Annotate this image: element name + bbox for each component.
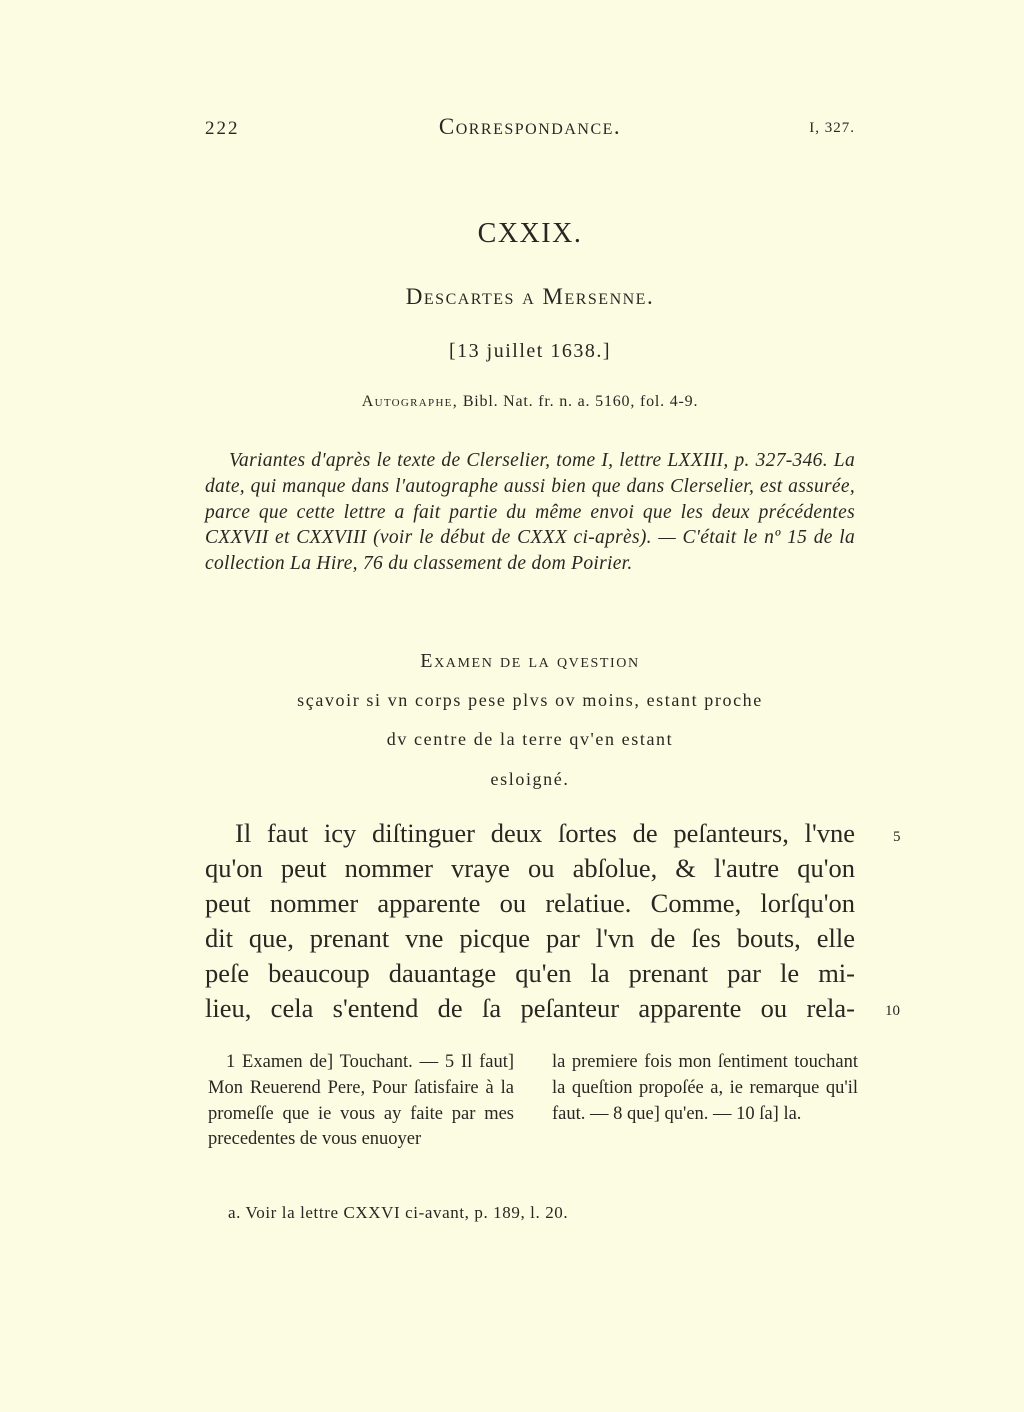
running-head bbox=[205, 114, 855, 144]
main-text-line: peſe beaucoup dauantage qu'en la prenant par le mi- bbox=[205, 958, 855, 988]
main-text-line: peut nommer apparente ou relatiue. Comme, lorſqu'on bbox=[205, 888, 855, 918]
section-heading-line-2: sçavoir si vn corps pese plvs ov moins, estant proche bbox=[297, 690, 763, 710]
main-text bbox=[205, 816, 855, 1026]
main-text-line: dit que, prenant vne picque par l'vn de ſes bouts, elle bbox=[205, 923, 855, 953]
variant-notes bbox=[208, 1050, 858, 1180]
page-number: 222 bbox=[205, 118, 240, 139]
section-heading-line-1: Examen de la qvestion bbox=[420, 650, 640, 672]
section-heading-line-4: esloigné. bbox=[490, 769, 570, 789]
section-heading-line-3: dv centre de la terre qv'en estant bbox=[386, 729, 674, 749]
editorial-introduction: Variantes d'après le texte de Clerselier, tome I, lettre LXXIII, p. 327-346. La date, qui manque dans l'autographe aussi bien que dans Clerselier, est assurée, parce que cette lettre a fait partie du même envoi que les deux précédentes CXXVII et CXXVIII (voir le début de CXXX ci-après). — C'était le nº 15 de la collection La Hire, 76 du classement de dom Poirier. bbox=[205, 450, 855, 575]
letter-number: CXXIX. bbox=[477, 218, 583, 249]
running-title: Correspondance. bbox=[438, 114, 622, 139]
variant-notes-left-column: 1 Examen de] Touchant. — 5 Il faut] Mon Reuerend Pere, Pour ſatisfaire à la promeſſe que ie vous ay faite par mes precedentes de vous enuoyer bbox=[208, 1052, 514, 1150]
letter-date: [13 juillet 1638.] bbox=[449, 340, 611, 362]
edition-reference: I, 327. bbox=[809, 120, 855, 136]
source-label: Autographe, bbox=[361, 393, 459, 410]
letter-title: Descartes a Mersenne. bbox=[405, 284, 655, 309]
variant-notes-right-column: la premiere fois mon ſentiment touchant la queſtion propoſée a, ie remarque qu'il faut. — 8 que] qu'en. — 10 ſa] la. bbox=[552, 1052, 858, 1124]
line-number-5: 5 bbox=[893, 829, 901, 845]
line-number-10: 10 bbox=[885, 1003, 900, 1019]
main-text-line: Il faut icy diſtinguer deux ſortes de peſanteurs, l'vne bbox=[235, 818, 855, 848]
source-line bbox=[205, 393, 855, 411]
source-text: Bibl. Nat. fr. n. a. 5160, fol. 4-9. bbox=[458, 393, 699, 410]
main-text-line: lieu, cela s'entend de ſa peſanteur apparente ou rela- bbox=[205, 993, 855, 1023]
footnote: a. Voir la lettre CXXVI ci-avant, p. 189, l. 20. bbox=[228, 1203, 569, 1222]
main-text-line: qu'on peut nommer vraye ou abſolue, & l'autre qu'on bbox=[205, 853, 855, 883]
